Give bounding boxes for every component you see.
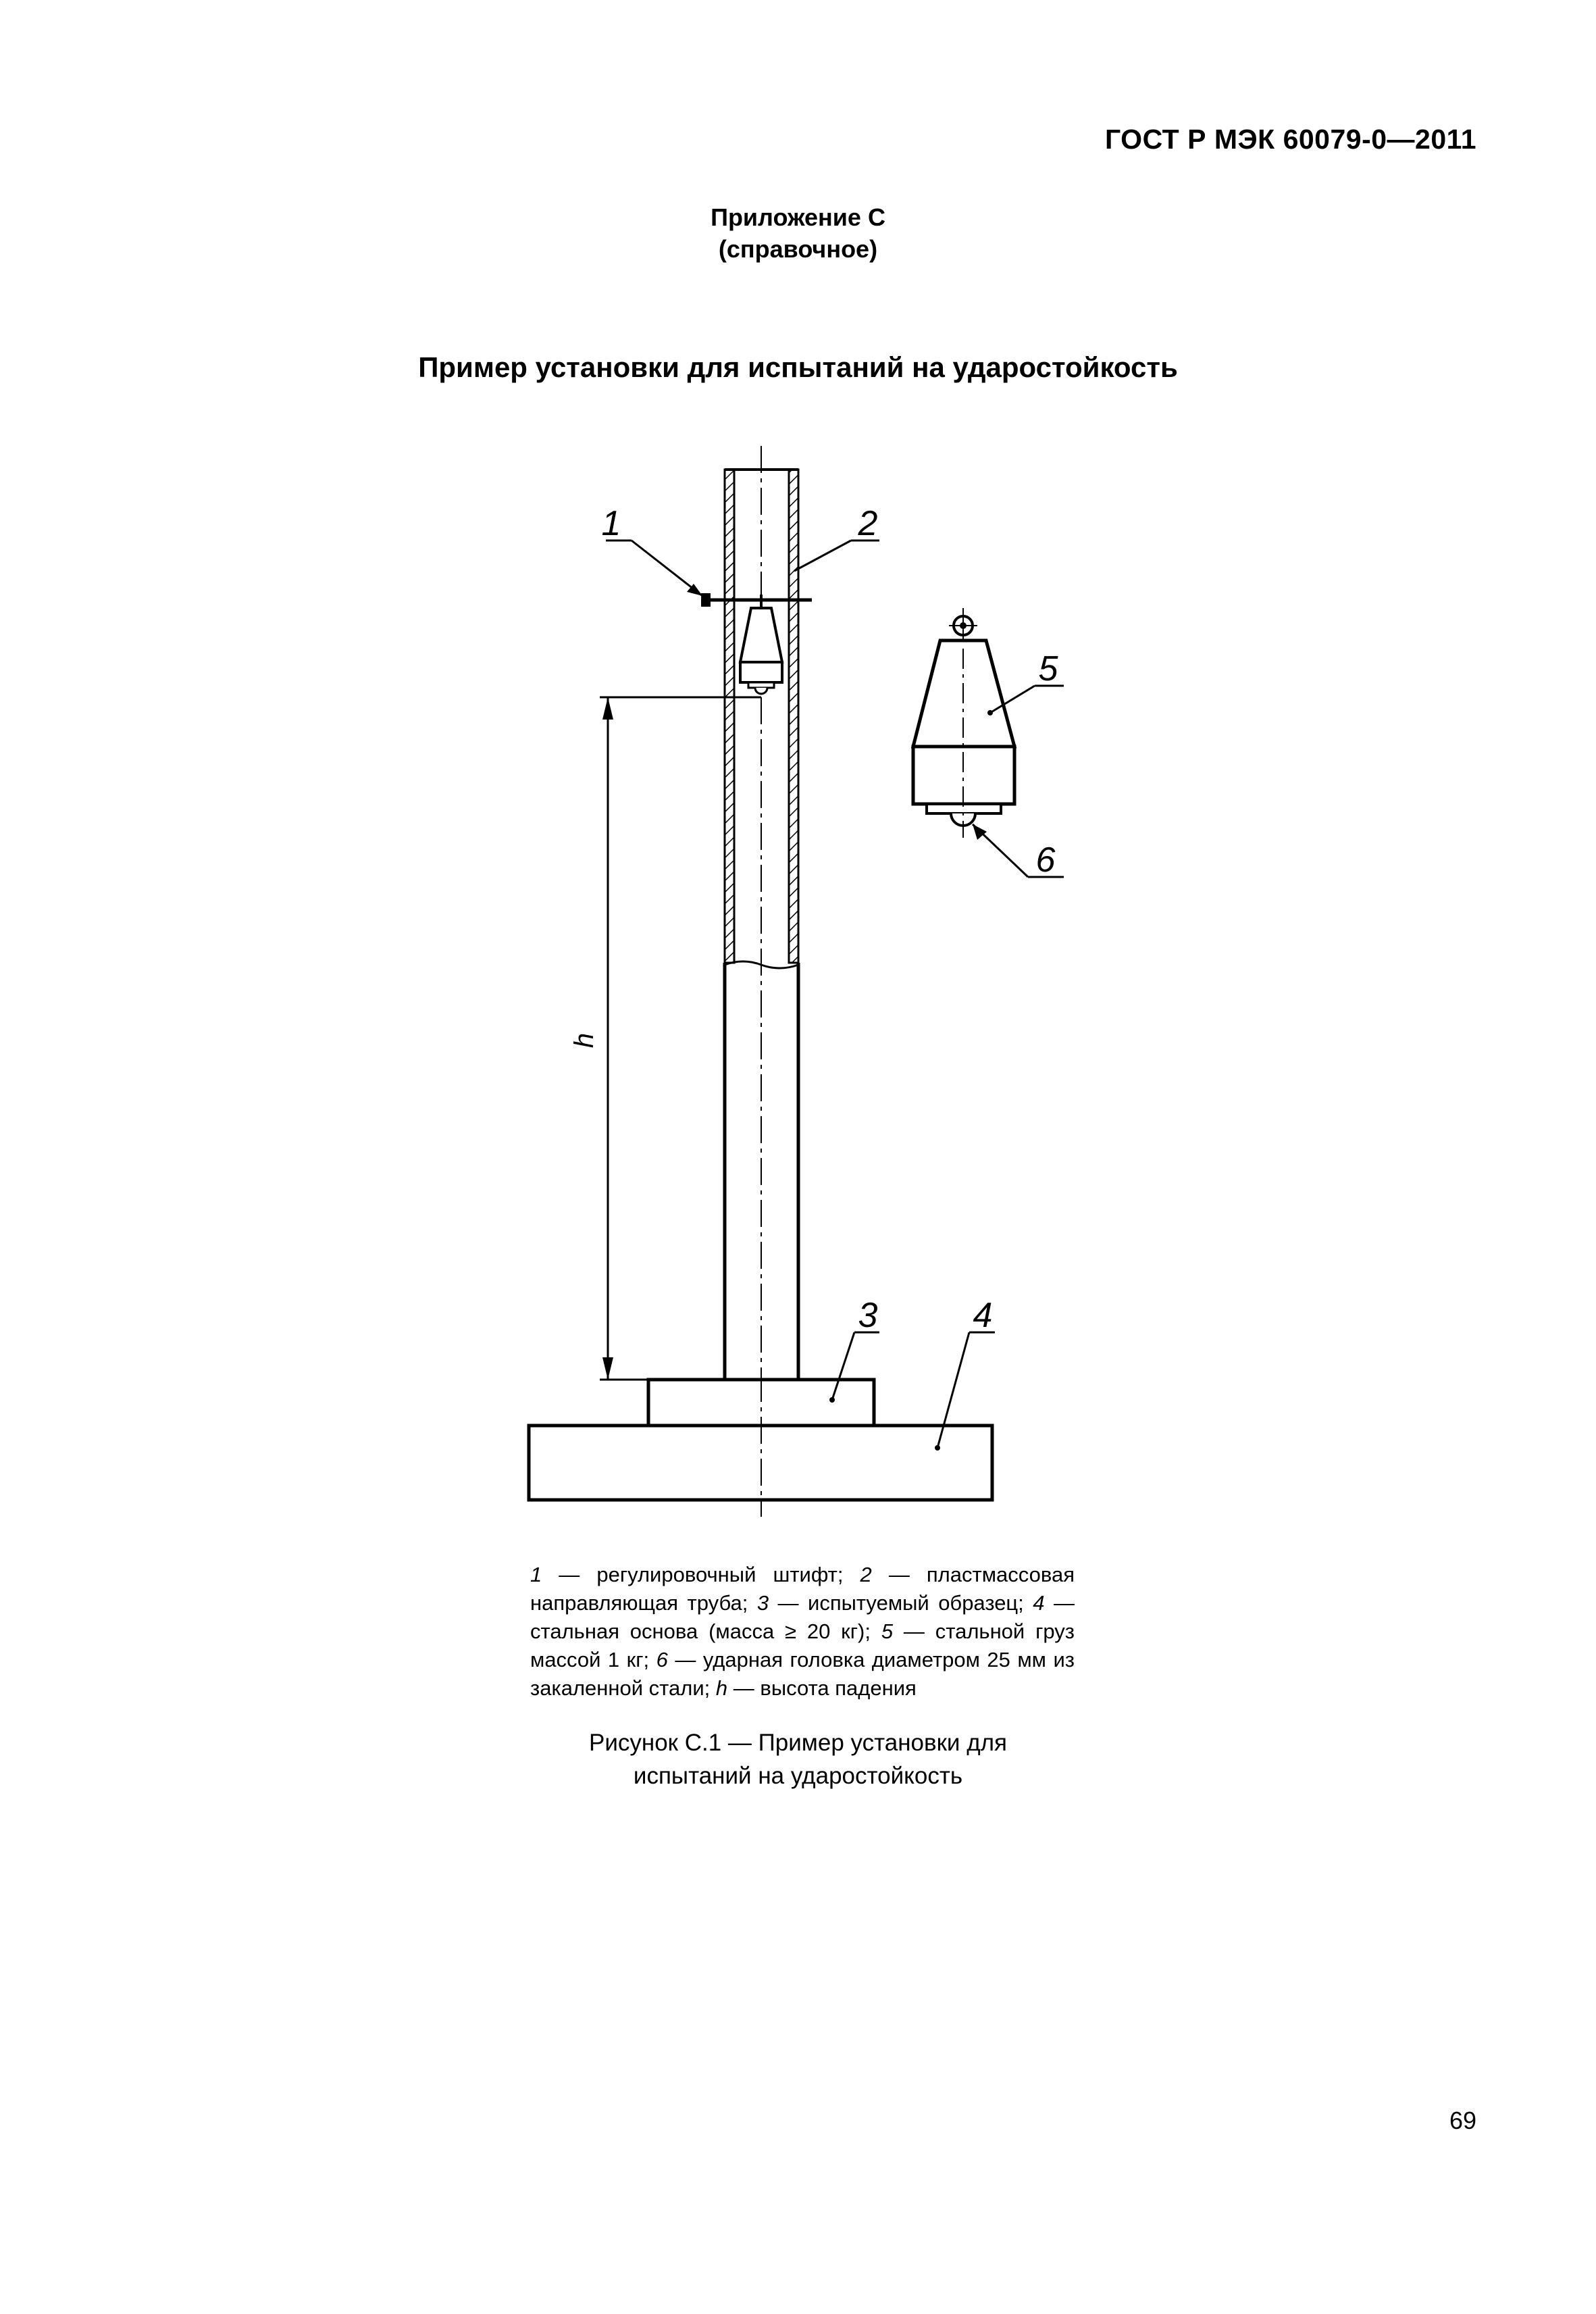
- label-2: [794, 504, 879, 571]
- figure-caption: [0, 1726, 1596, 1792]
- label-6: [973, 824, 1064, 880]
- label-1: [602, 504, 702, 596]
- svg-text:1: 1: [601, 504, 621, 543]
- weight-in-tube: [740, 595, 782, 694]
- svg-text:5: 5: [1038, 649, 1058, 688]
- caption-line-1: Рисунок С.1 — Пример установки для: [588, 1730, 1007, 1756]
- svg-text:3: 3: [858, 1296, 878, 1335]
- svg-text:6: 6: [1035, 840, 1056, 880]
- caption-line-2: испытаний на ударостойкость: [633, 1763, 963, 1789]
- svg-text:2: 2: [858, 504, 878, 543]
- svg-text:4: 4: [973, 1296, 993, 1335]
- page-number: 69: [1449, 2107, 1476, 2134]
- section-title: Пример установки для испытаний на ударостойкость: [418, 351, 1178, 383]
- annex-title: Приложение С: [711, 203, 885, 231]
- figure-legend: 1 — регулировочный штифт; 2 — пластмассовая направляющая труба; 3 — испытуемый образец; 4 — стальная основа (масса ≥ 20 кг); 5 — стальной груз массой 1 кг; 6 — ударная головка диаметром 25 мм из закаленной стали; h — высота падения: [530, 1563, 1075, 1700]
- document-header: ГОСТ Р МЭК 60079-0—2011: [1104, 124, 1476, 155]
- height-label: h: [569, 1032, 599, 1049]
- annex-subtitle: (справочное): [718, 235, 878, 263]
- weight-detail: [913, 608, 1014, 838]
